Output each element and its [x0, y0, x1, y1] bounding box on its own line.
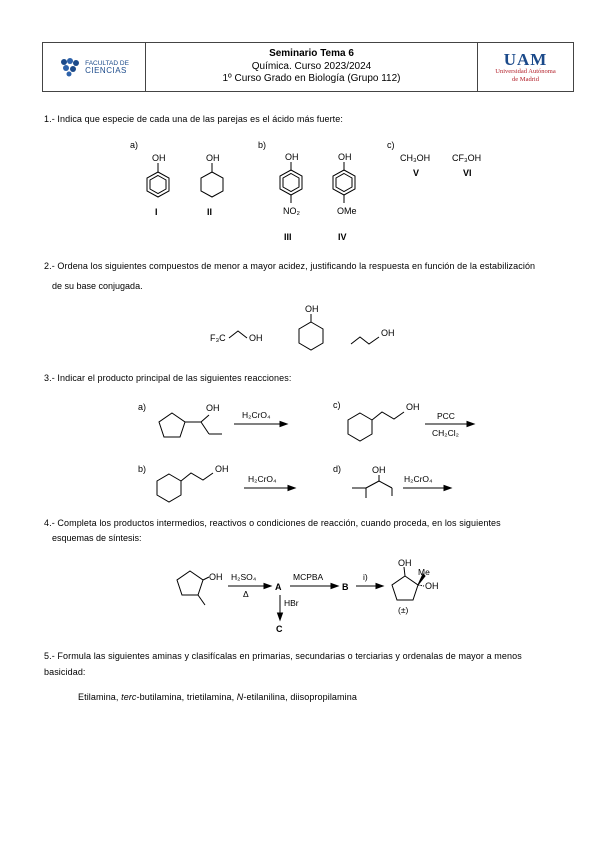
q2-cyclohexanol-oh-label: OH [305, 304, 319, 314]
q3-label-b: b) [138, 464, 147, 474]
intermediate-B: B [342, 582, 349, 592]
q3-label-d: d) [333, 464, 342, 474]
q4-heat-symbol: Δ [243, 589, 249, 599]
seminar-title: Seminario Tema 6 [269, 48, 354, 60]
nitro-group-label: NO₂ [283, 206, 300, 216]
amine-terc-rest: -butilamina, trietilamina, [136, 692, 237, 702]
q3c-cyclohexane-ring [348, 413, 372, 441]
faculty-name-line2: CIENCIAS [85, 66, 127, 75]
q4-methylcyclopentanol-ring [177, 571, 203, 595]
question-4-text: 4.- Completa los productos intermedios, reactivos o condiciones de reacción, cuando proceda, en los siguientes [44, 518, 501, 528]
intermediate-A: A [275, 582, 282, 592]
phenol-structure [147, 153, 169, 217]
cyclohexanol-structure [201, 153, 223, 217]
question-5-text: 5.- Formula las siguientes aminas y clasifícalas en primarias, secundarias o terciarias y ordenalas de mayor a menos [44, 651, 522, 661]
methanol-label: CH₃OH [400, 153, 431, 163]
label-IV: IV [338, 232, 347, 242]
q3b-reagent: H₂CrO₄ [248, 474, 277, 484]
q4-reagent-hbr: HBr [284, 598, 299, 608]
q3a-oh-label: OH [206, 403, 220, 413]
racemic-label: (±) [398, 605, 409, 615]
q4-reagent-mcpba: MCPBA [293, 572, 324, 582]
nitrophenol-structure [280, 152, 302, 242]
label-III: III [284, 232, 292, 242]
label-I: I [155, 207, 158, 217]
question-1-text: 1.- Indica que especie de cada una de las parejas es el ácido más fuerte: [44, 114, 343, 124]
question-2-text: 2.- Ordena los siguientes compuestos de menor a mayor acidez, justificando la respuesta en función de la estabilización [44, 261, 536, 271]
q4-methyl-label: Me [418, 567, 430, 577]
group-line: 1º Curso Grado en Biología (Grupo 112) [222, 73, 401, 85]
amine-terc-prefix: terc [121, 692, 137, 702]
methoxyphenol-oh-label: OH [338, 152, 352, 162]
q3-label-c: c) [333, 400, 341, 410]
q3d-reagent: H₂CrO₄ [404, 474, 433, 484]
label-VI: VI [463, 168, 472, 178]
q2-cyclohexanol-ring [299, 322, 323, 350]
q4-step-i: i) [363, 572, 368, 582]
product-C: C [276, 624, 283, 634]
amine-ethylamine: Etilamina, [78, 692, 122, 702]
q3c-oh-label: OH [406, 402, 420, 412]
propanol-chain [351, 337, 379, 344]
q2-structures [210, 304, 395, 350]
uam-name-line1: Universidad Autónoma [495, 68, 556, 75]
q3-structures [138, 400, 474, 502]
trifluoroethanol-oh-label: OH [249, 333, 263, 343]
trifluoroethanol-f3c-label: F₃C [210, 333, 226, 343]
q4-product-oh-top: OH [398, 558, 412, 568]
cyclohexanol-oh-label: OH [206, 153, 220, 163]
methoxyphenol-structure [333, 152, 357, 242]
q3c-solvent: CH₂Cl₂ [432, 428, 459, 438]
uam-name-line2: de Madrid [512, 75, 539, 83]
question-5-text-cont: basicidad: [44, 667, 86, 677]
q3d-oh-label: OH [372, 465, 386, 475]
q4-oh-label: OH [209, 572, 223, 582]
question-4-text-cont: esquemas de síntesis: [52, 533, 142, 543]
uam-logo-text: UAM [503, 50, 548, 69]
q4-reagent-h2so4: H₂SO₄ [231, 572, 257, 582]
methoxy-group-label: OMe [337, 206, 357, 216]
faculty-name-line1: FACULTAD DE [85, 60, 129, 67]
label-II: II [207, 207, 213, 217]
q3a-reagent: H₂CrO₄ [242, 410, 271, 420]
phenol-oh-label: OH [152, 153, 166, 163]
q4-diol-ring [392, 576, 418, 600]
subject-line: Química. Curso 2023/2024 [251, 60, 372, 72]
q1-label-b: b) [258, 140, 267, 150]
amine-n-prefix: N [236, 692, 244, 702]
q1-label-c: c) [387, 140, 395, 150]
q4-product-oh-right: OH [425, 581, 439, 591]
propanol-oh-label: OH [381, 328, 395, 338]
trifluoromethanol-label: CF₃OH [452, 153, 482, 163]
q3b-oh-label: OH [215, 464, 229, 474]
nitrophenol-oh-label: OH [285, 152, 299, 162]
label-V: V [413, 168, 420, 178]
cyclopentane-ring [159, 413, 185, 437]
q3-label-a: a) [138, 402, 147, 412]
q3b-cyclohexane-ring [157, 474, 181, 502]
amine-n-rest: -etilanilina, diisopropilamina [243, 692, 357, 702]
question-3-text: 3.- Indicar el producto principal de las siguientes reacciones: [44, 373, 292, 383]
q1-label-a: a) [130, 140, 139, 150]
q1-structures [130, 140, 481, 242]
question-2-text-cont: de su base conjugada. [52, 281, 143, 291]
q4-scheme [177, 558, 439, 634]
q3c-reagent: PCC [437, 411, 455, 421]
